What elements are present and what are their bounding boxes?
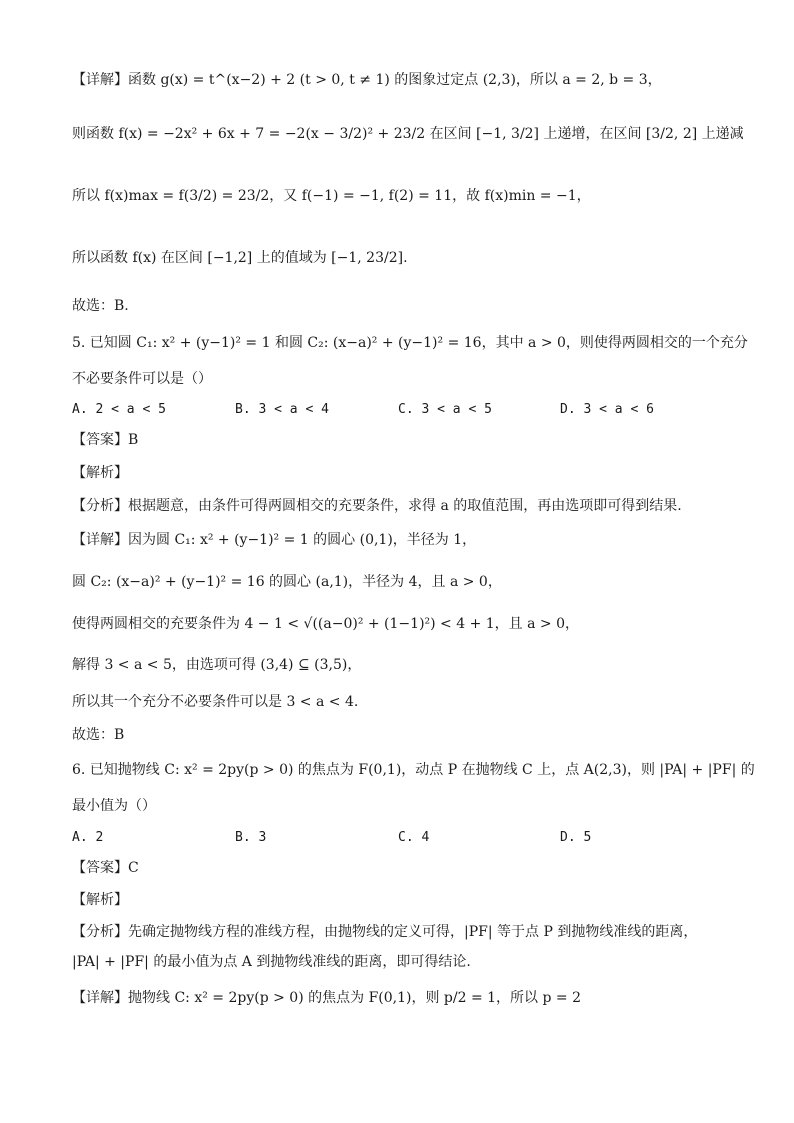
line-1: 【详解】函数 g(x) = t^(x−2) + 2 (t > 0, t ≠ 1) 的图象过定点 (2,3)，所以 a = 2, b = 3， — [72, 72, 662, 88]
q6-option-c: C. 4 — [398, 830, 430, 845]
q6-option-d: D. 5 — [560, 830, 592, 845]
q5-line-4: 【详解】因为圆 C₁: x² + (y−1)² = 1 的圆心 (0,1)，半径为 1， — [72, 532, 477, 548]
q6-line-1: 6. 已知抛物线 C: x² = 2py(p > 0) 的焦点为 F(0,1)，动点 P 在抛物线 C 上，点 A(2,3)，则 |PA| + |PF| 的 — [72, 762, 755, 778]
q5-line-8: 所以其一个充分不必要条件可以是 3 < a < 4. — [72, 694, 359, 710]
line-2: 则函数 f(x) = −2x² + 6x + 7 = −2(x − 3/2)² + 23/2 在区间 [−1, 3/2] 上递增，在区间 [3/2, 2] 上递减 — [72, 126, 744, 142]
line-5: 故选：B. — [72, 298, 129, 314]
q6-option-b: B. 3 — [235, 830, 267, 845]
line-4: 所以函数 f(x) 在区间 [−1,2] 上的值域为 [−1, 23/2]. — [72, 250, 408, 266]
q6-option-a: A. 2 — [72, 830, 104, 845]
q6-line-3: 【分析】先确定抛物线方程的准线方程，由抛物线的定义可得，|PF| 等于点 P 到抛物线准线的距离， — [72, 924, 698, 940]
q5-option-b: B. 3 < a < 4 — [235, 402, 329, 417]
q5-line-6: 使得两圆相交的充要条件为 4 − 1 < √((a−0)² + (1−1)²) < 4 + 1，且 a > 0， — [72, 616, 580, 632]
q5-line-5: 圆 C₂: (x−a)² + (y−1)² = 16 的圆心 (a,1)，半径为 4，且 a > 0， — [72, 574, 502, 590]
q5-line-7: 解得 3 < a < 5，由选项可得 (3,4) ⊆ (3,5)， — [72, 657, 362, 673]
q5-line-2: 不必要条件可以是（） — [72, 371, 212, 387]
q5-line-9: 故选：B — [72, 727, 125, 743]
q6-line-5: 【详解】抛物线 C: x² = 2py(p > 0) 的焦点为 F(0,1)，则 p/2 = 1，所以 p = 2 — [72, 990, 581, 1006]
q5-answer: 【答案】B — [72, 432, 139, 448]
q6-line-4: |PA| + |PF| 的最小值为点 A 到抛物线准线的距离，即可得结论. — [72, 954, 471, 970]
q5-option-d: D. 3 < a < 6 — [560, 402, 654, 417]
q6-line-2: 最小值为（） — [72, 798, 156, 814]
q5-analysis: 【解析】 — [72, 465, 128, 481]
q5-option-c: C. 3 < a < 5 — [398, 402, 492, 417]
q5-line-1: 5. 已知圆 C₁: x² + (y−1)² = 1 和圆 C₂: (x−a)² + (y−1)² = 16，其中 a > 0，则使得两圆相交的一个充分 — [72, 335, 748, 351]
q5-line-3: 【分析】根据题意，由条件可得两圆相交的充要条件，求得 a 的取值范围，再由选项即可得到结果. — [72, 498, 682, 514]
q6-analysis: 【解析】 — [72, 892, 128, 908]
q5-option-a: A. 2 < a < 5 — [72, 402, 166, 417]
line-3: 所以 f(x)max = f(3/2) = 23/2，又 f(−1) = −1, f(2) = 11，故 f(x)min = −1， — [72, 188, 591, 204]
q6-answer: 【答案】C — [72, 860, 139, 876]
